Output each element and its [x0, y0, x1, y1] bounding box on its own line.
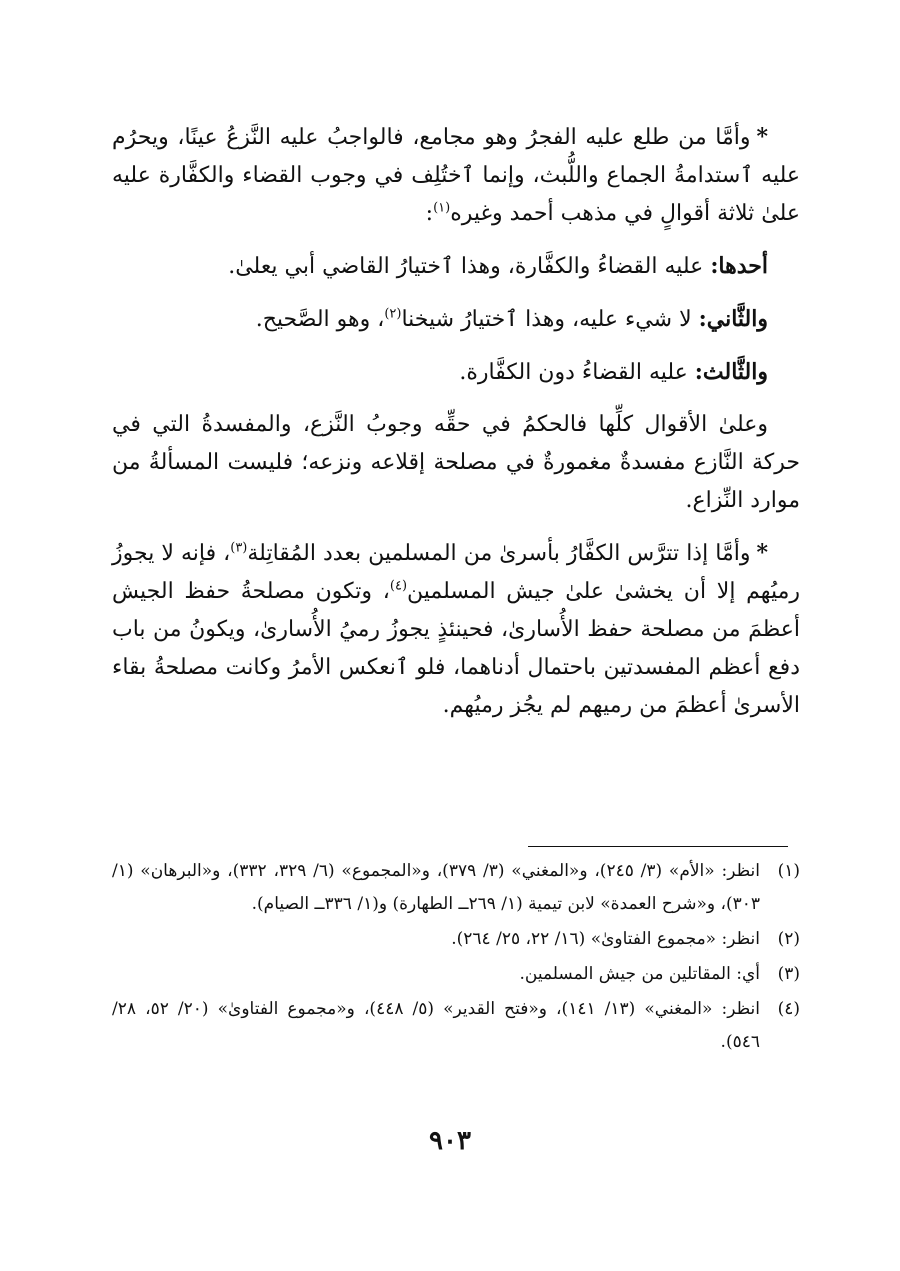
paragraph-text: ، فإنه لا يجوزُ رميُهم إلا أن يخشىٰ علىٰ جيش المسلمين: [112, 541, 800, 604]
footnote-text: أي: المقاتلين من جيش المسلمين.: [519, 964, 760, 984]
asterisk-bullet-icon: *: [756, 124, 768, 150]
page-number: ٩٠٣: [429, 1126, 471, 1156]
footnote-separator: [528, 846, 788, 847]
opinion-label: والثَّاني:: [698, 306, 768, 332]
footnote-number: (٢): [777, 929, 800, 949]
opinion-second: [112, 300, 800, 339]
footnote-number: (١): [777, 861, 800, 881]
footnote-ref-4[interactable]: (٤): [389, 578, 408, 594]
paragraph-all-opinions: [112, 406, 800, 520]
opinion-text: عليه القضاءُ والكفَّارة، وهذا ٱختيارُ القاضي أبي يعلىٰ.: [228, 254, 711, 279]
opinion-third: [112, 353, 800, 392]
paragraph-text: وعلىٰ الأقوال كلِّها فالحكمُ في حقِّه وجوبُ النَّزع، والمفسدةُ التي في حركة النَّازع مفسدةٌ مغمورةٌ في مصلحة إقلاعه ونزعه؛ فليست المسألةُ من موارد النِّزاع.: [112, 412, 800, 513]
footnote-item: [112, 923, 800, 956]
paragraph-human-shields: [112, 534, 800, 725]
footnotes: [112, 855, 800, 1061]
footnote-ref-2[interactable]: (٢): [384, 306, 402, 322]
footnote-text: انظر: «الأم» (٣/ ٢٤٥)، و«المغني» (٣/ ٣٧٩)، و«المجموع» (٦/ ٣٢٩، ٣٣٢)، و«البرهان» (١/ ٣٠٣)، و«شرح العمدة» لابن تيمية (١/ ٢٦٩ــ الطهارة) و(١/ ٣٣٦ــ الصيام).: [112, 861, 760, 914]
opinion-label: أحدها:: [710, 253, 768, 279]
footnote-number: (٤): [777, 999, 800, 1019]
footnote-item: [112, 993, 800, 1059]
footnote-number: (٣): [777, 964, 800, 984]
paragraph-text: وأمَّا إذا تترَّس الكفَّارُ بأسرىٰ من المسلمين بعدد المُقاتِلة: [247, 541, 751, 566]
opinion-text: لا شيء عليه، وهذا ٱختيارُ شيخنا: [401, 307, 699, 332]
opinion-first: [112, 247, 800, 286]
footnote-text: انظر: «مجموع الفتاوىٰ» (١٦/ ٢٢، ٢٥/ ٢٦٤).: [451, 929, 760, 949]
paragraph-dawn-intercourse: [112, 118, 800, 233]
opinion-text: عليه القضاءُ دون الكفَّارة.: [459, 360, 695, 385]
asterisk-bullet-icon: *: [756, 540, 769, 566]
paragraph-text-end: :: [425, 201, 434, 226]
footnote-ref-1[interactable]: (١): [433, 200, 451, 216]
paragraph-text: وأمَّا من طلع عليه الفجرُ وهو مجامع، فالواجبُ عليه النَّزعُ عينًا، ويحرُم عليه ٱستدامةُ الجماع واللُّبث، وإنما ٱختُلِف في وجوب القضاء والكفَّارة عليه علىٰ ثلاثة أقوالٍ في مذهب أحمد وغيره: [112, 125, 800, 226]
paragraph-text-end: ، وتكون مصلحةُ حفظ الجيش أعظمَ من مصلحة حفظ الأُسارىٰ، فحينئذٍ يجوزُ رميُ الأُسارىٰ، ويكونُ من باب دفع أعظم المفسدتين باحتمال أدناهما، فلو ٱنعكس الأمرُ وكانت مصلحةُ بقاء الأسرىٰ أعظمَ من رميهم لم يجُز رميُهم.: [112, 579, 800, 718]
footnote-text: انظر: «المغني» (١٣/ ١٤١)، و«فتح القدير» (٥/ ٤٤٨)، و«مجموع الفتاوىٰ» (٢٠/ ٥٢، ٢٨/ ٥٤٦).: [112, 999, 760, 1052]
footnote-item: [112, 958, 800, 991]
footnote-item: [112, 855, 800, 921]
footnote-ref-3[interactable]: (٣): [230, 540, 248, 556]
opinion-text-end: ، وهو الصَّحيح.: [255, 307, 385, 332]
opinion-label: والثَّالث:: [694, 359, 768, 385]
main-text: [112, 118, 800, 739]
